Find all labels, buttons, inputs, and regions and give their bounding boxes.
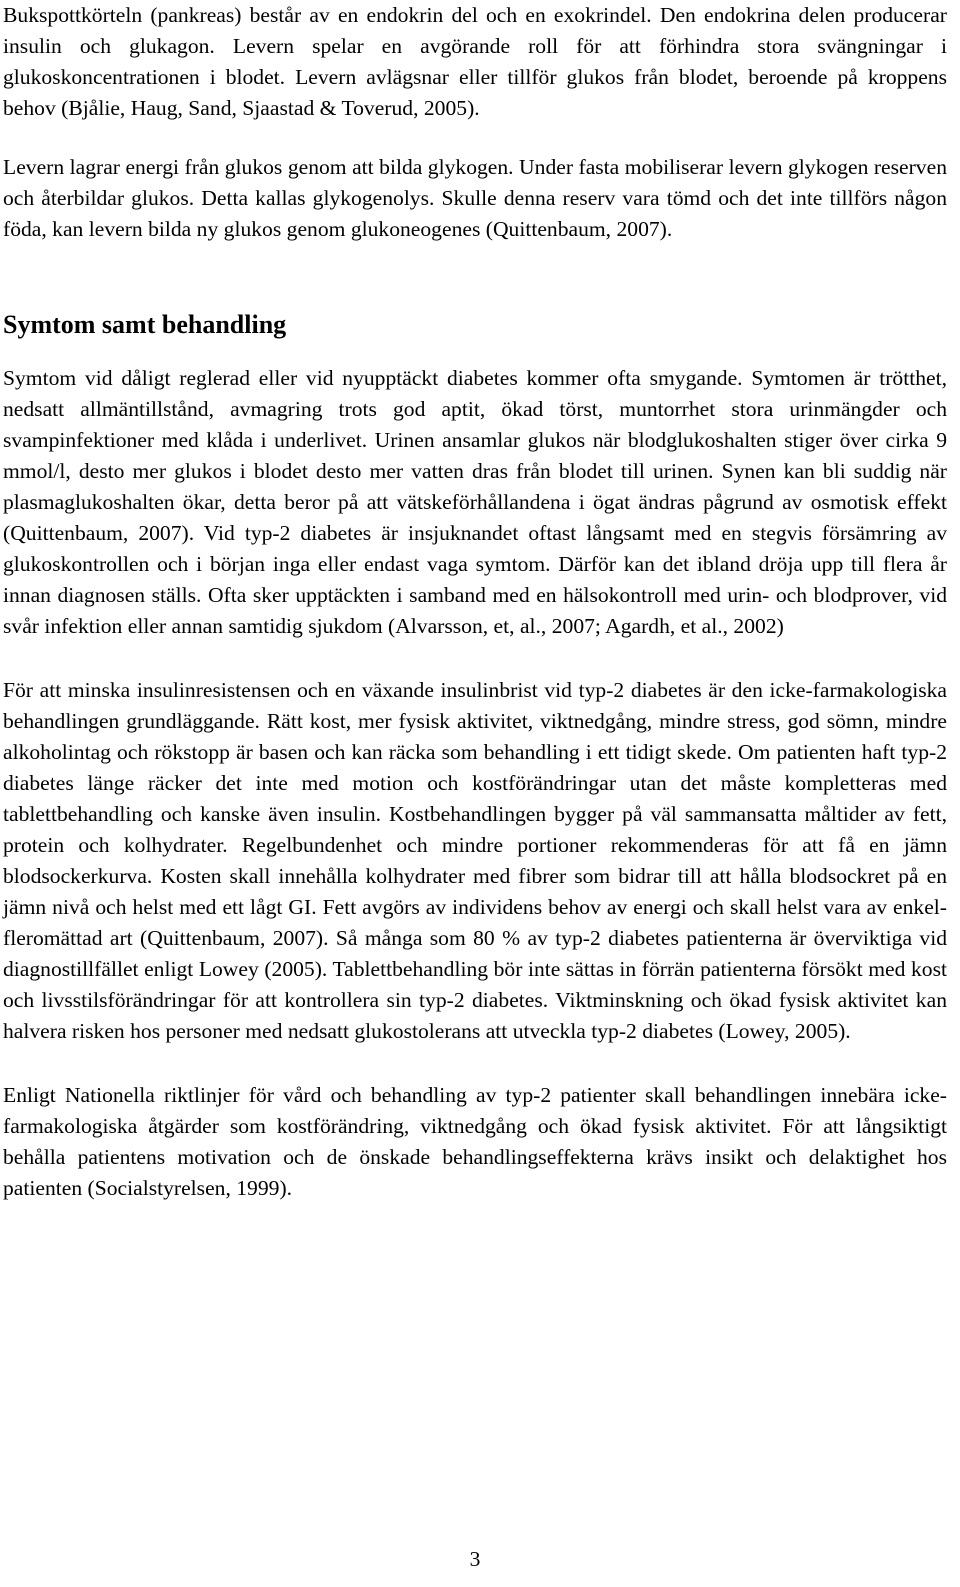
section-heading: Symtom samt behandling xyxy=(3,310,287,339)
paragraph-glycogen: Levern lagrar energi från glukos genom att bilda glykogen. Under fasta mobiliserar levern glykogen reserven och återbildar glukos. Detta kallas glykogenolys. Skulle denna reserv vara tömd och det inte tillförs någon föda, kan levern bilda ny glukos genom glukoneogenes (Quittenbaum, 2007). xyxy=(3,155,947,241)
page-number: 3 xyxy=(469,1547,481,1571)
paragraph-guidelines: Enligt Nationella riktlinjer för vård och behandling av typ-2 patienter skall behandlingen innebära icke-farmakologiska åtgärder som kostförändring, viktnedgång och ökad fysisk aktivitet. För att långsiktigt behålla patientens motivation och de önskade behandlingseffekterna krävs insikt och delaktighet hos patienten (Socialstyrelsen, 1999). xyxy=(3,1083,947,1200)
paragraph-treatment: För att minska insulinresistensen och en växande insulinbrist vid typ-2 diabetes är den icke-farmakologiska behandlingen grundläggande. Rätt kost, mer fysisk aktivitet, viktnedgång, mindre stress, god sömn, mindre alkoholintag och rökstopp är basen och kan räcka som behandling i ett tidigt skede. Om patienten haft typ-2 diabetes länge räcker det inte med motion och kostförändringar utan det måste kompletteras med tablettbehandling och kanske även insulin. Kostbehandlingen bygger på väl sammansatta måltider av fett, protein och kolhydrater. Regelbundenhet och mindre portioner rekommenderas för att få en jämn blodsockerkurva. Kosten skall innehålla kolhydrater med fibrer som bidrar till att hålla blodsockret på en jämn nivå och helst med ett lågt GI. Fett avgörs av individens behov av energi och skall helst vara av enkel-fleromättad art (Quittenbaum, 2007). Så många som 80 % av typ-2 diabetes patienterna är överviktiga vid diagnostillfället enligt Lowey (2005). Tablettbehandling bör inte sättas in förrän patienterna försökt med kost och livsstilsförändringar för att kontrollera sin typ-2 diabetes. Viktminskning och ökad fysisk aktivitet kan halvera risken hos personer med nedsatt glukostolerans att utveckla typ-2 diabetes (Lowey, 2005). xyxy=(3,678,947,1043)
paragraph-symptoms: Symtom vid dåligt reglerad eller vid nyupptäckt diabetes kommer ofta smygande. Symtomen är trötthet, nedsatt allmäntillstånd, avmagring trots god aptit, ökad törst, muntorrhet stora urinmängder och svampinfektioner med klåda i underlivet. Urinen ansamlar glukos när blodglukoshalten stiger över cirka 9 mmol/l, desto mer glukos i blodet desto mer vatten dras från blodet till urinen. Synen kan bli suddig när plasmaglukoshalten ökar, detta beror på att vätskeförhållandena i ögat ändras pågrund av osmotisk effekt (Quittenbaum, 2007). Vid typ-2 diabetes är insjuknandet oftast långsamt med en stegvis försämring av glukoskontrollen och i början inga eller endast vaga symtom. Därför kan det ibland dröja upp till flera år innan diagnosen ställs. Ofta sker upptäckten i samband med en hälsokontroll med urin- och blodprover, vid svår infektion eller annan samtidig sjukdom (Alvarsson, et, al., 2007; Agardh, et al., 2002) xyxy=(3,366,947,638)
page-content xyxy=(3,0,947,1204)
paragraph-pancreas-liver: Bukspottkörteln (pankreas) består av en endokrin del och en exokrindel. Den endokrina delen producerar insulin och glukagon. Levern spelar en avgörande roll för att förhindra stora svängningar i glukoskoncentrationen i blodet. Levern avlägsnar eller tillför glukos från blodet, beroende på kroppens behov (Bjålie, Haug, Sand, Sjaastad & Toverud, 2005). xyxy=(3,3,947,120)
